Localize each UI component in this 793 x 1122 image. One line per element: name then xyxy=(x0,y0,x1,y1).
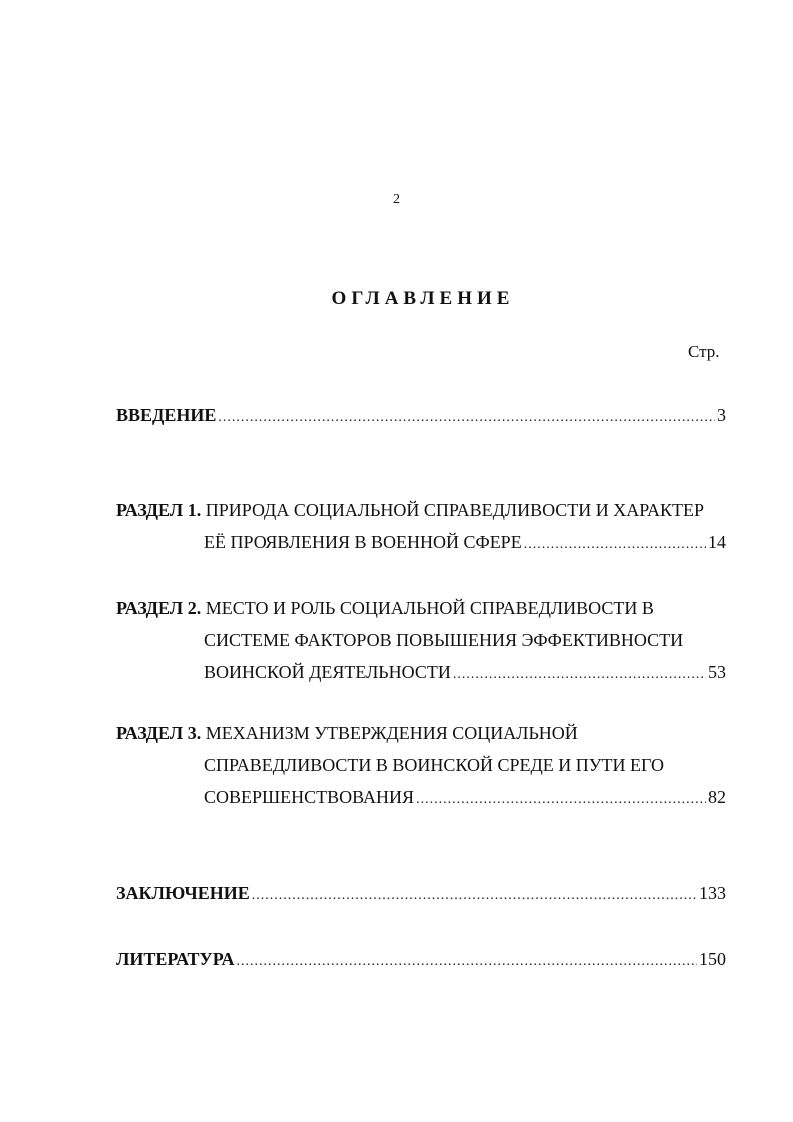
entry-page: 3 xyxy=(717,405,726,425)
entry-page: 150 xyxy=(699,949,726,969)
toc-entry-section-1[interactable] xyxy=(116,494,726,561)
entry-label: РАЗДЕЛ 2. xyxy=(116,598,202,618)
page-number: 2 xyxy=(393,192,400,207)
dot-leader xyxy=(453,659,706,691)
toc-entry-intro[interactable] xyxy=(116,399,726,434)
entry-title-line: ПРИРОДА СОЦИАЛЬНОЙ СПРАВЕДЛИВОСТИ И ХАРАКТЕР xyxy=(205,500,705,520)
toc-title: ОГЛАВЛЕНИЕ xyxy=(331,288,515,309)
entry-title-line: СПРАВЕДЛИВОСТИ В ВОИНСКОЙ СРЕДЕ И ПУТИ ЕГО xyxy=(204,755,664,775)
entry-label: ВВЕДЕНИЕ xyxy=(116,405,217,425)
entry-label: РАЗДЕЛ 1. xyxy=(116,500,202,520)
entry-page: 82 xyxy=(708,787,726,807)
entry-title-line: ВОИНСКОЙ ДЕЯТЕЛЬНОСТИ xyxy=(204,662,451,682)
entry-title-line: ЕЁ ПРОЯВЛЕНИЯ В ВОЕННОЙ СФЕРЕ xyxy=(204,532,522,552)
entry-page: 53 xyxy=(708,662,726,682)
dot-leader xyxy=(236,946,697,978)
dot-leader xyxy=(218,402,715,434)
toc-entry-section-3[interactable] xyxy=(116,717,726,816)
entry-page: 133 xyxy=(699,883,726,903)
entry-title-line: МЕХАНИЗМ УТВЕРЖДЕНИЯ СОЦИАЛЬНОЙ xyxy=(205,723,578,743)
entry-title-line: СОВЕРШЕНСТВОВАНИЯ xyxy=(204,787,415,807)
toc-entry-section-2[interactable] xyxy=(116,592,726,691)
dot-leader xyxy=(416,784,706,816)
entry-label: ЗАКЛЮЧЕНИЕ xyxy=(116,883,250,903)
entry-label: ЛИТЕРАТУРА xyxy=(116,949,235,969)
entry-title-line: МЕСТО И РОЛЬ СОЦИАЛЬНОЙ СПРАВЕДЛИВОСТИ В xyxy=(205,598,654,618)
dot-leader xyxy=(524,529,706,561)
entry-label: РАЗДЕЛ 3. xyxy=(116,723,202,743)
entry-title-line: СИСТЕМЕ ФАКТОРОВ ПОВЫШЕНИЯ ЭФФЕКТИВНОСТИ xyxy=(204,630,684,650)
dot-leader xyxy=(252,880,697,912)
entry-page: 14 xyxy=(708,532,726,552)
page-column-label: Стр. xyxy=(688,342,720,361)
toc-entry-literature[interactable] xyxy=(116,943,726,978)
toc-entry-conclusion[interactable] xyxy=(116,877,726,912)
